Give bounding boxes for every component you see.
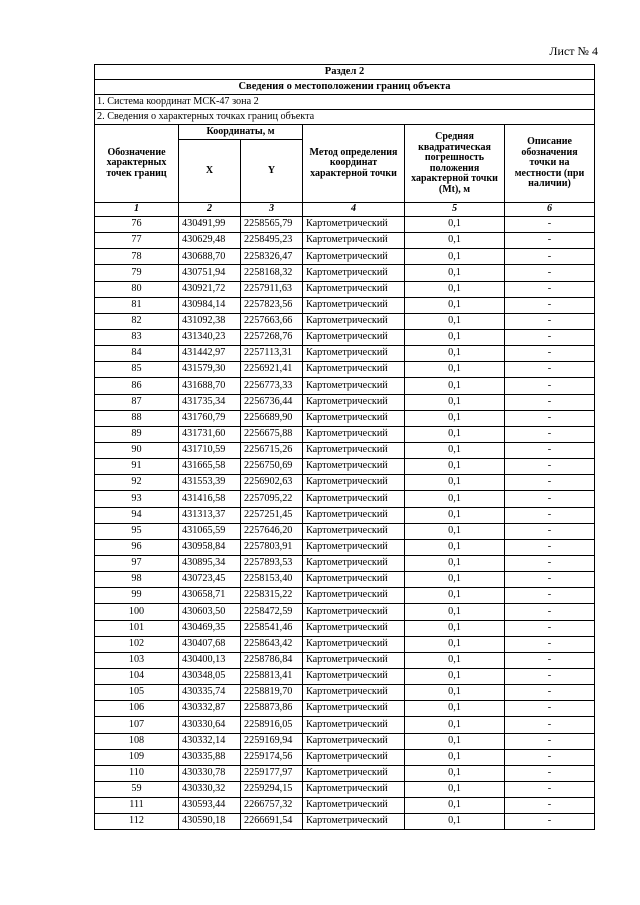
error-cell: 0,1 [405,539,505,555]
error-cell: 0,1 [405,233,505,249]
method-cell: Картометрический [303,604,405,620]
header-y: Y [241,140,303,203]
column-number: 1 [95,203,179,217]
point-cell: 82 [95,313,179,329]
method-cell: Картометрический [303,652,405,668]
description-cell: - [505,685,595,701]
point-cell: 112 [95,814,179,830]
error-cell: 0,1 [405,652,505,668]
x-cell: 430491,99 [179,217,241,233]
method-cell: Картометрический [303,394,405,410]
y-cell: 2256921,41 [241,362,303,378]
table-row [95,297,595,313]
method-cell: Картометрический [303,572,405,588]
table-row [95,329,595,345]
point-cell: 108 [95,733,179,749]
table-row [95,410,595,426]
points-info: 2. Сведения о характерных точках границ объекта [95,110,595,125]
y-cell: 2258565,79 [241,217,303,233]
section-title: Раздел 2 [95,65,595,80]
x-cell: 430984,14 [179,297,241,313]
point-cell: 99 [95,588,179,604]
header-point: Обозначение характерных точек границ [95,125,179,203]
error-cell: 0,1 [405,765,505,781]
description-cell: - [505,814,595,830]
table-row [95,572,595,588]
x-cell: 431760,79 [179,410,241,426]
description-cell: - [505,410,595,426]
method-cell: Картометрический [303,491,405,507]
table-row [95,668,595,684]
method-cell: Картометрический [303,685,405,701]
error-cell: 0,1 [405,781,505,797]
x-cell: 431416,58 [179,491,241,507]
method-cell: Картометрический [303,346,405,362]
table-row [95,620,595,636]
description-cell: - [505,588,595,604]
x-cell: 430469,35 [179,620,241,636]
description-cell: - [505,749,595,765]
header-coords: Координаты, м [179,125,303,140]
method-cell: Картометрический [303,620,405,636]
point-cell: 107 [95,717,179,733]
error-cell: 0,1 [405,604,505,620]
error-cell: 0,1 [405,572,505,588]
point-cell: 101 [95,620,179,636]
description-cell: - [505,475,595,491]
method-cell: Картометрический [303,410,405,426]
description-cell: - [505,378,595,394]
y-cell: 2257823,56 [241,297,303,313]
x-cell: 431340,23 [179,329,241,345]
error-cell: 0,1 [405,507,505,523]
x-cell: 430921,72 [179,281,241,297]
method-cell: Картометрический [303,781,405,797]
table-row [95,442,595,458]
table-row [95,281,595,297]
description-cell: - [505,620,595,636]
description-cell: - [505,459,595,475]
y-cell: 2256675,88 [241,426,303,442]
point-cell: 111 [95,798,179,814]
error-cell: 0,1 [405,265,505,281]
method-cell: Картометрический [303,329,405,345]
x-cell: 430407,68 [179,636,241,652]
error-cell: 0,1 [405,717,505,733]
table-row [95,636,595,652]
x-cell: 430603,50 [179,604,241,620]
description-cell: - [505,313,595,329]
point-cell: 86 [95,378,179,394]
y-cell: 2258873,86 [241,701,303,717]
method-cell: Картометрический [303,717,405,733]
header-error: Средняя квадратическая погрешность положения характерной точки (Mt), м [405,125,505,203]
y-cell: 2258819,70 [241,685,303,701]
point-cell: 84 [95,346,179,362]
description-cell: - [505,442,595,458]
x-cell: 430590,18 [179,814,241,830]
point-cell: 102 [95,636,179,652]
y-cell: 2257113,31 [241,346,303,362]
table-row [95,749,595,765]
point-cell: 76 [95,217,179,233]
error-cell: 0,1 [405,701,505,717]
x-cell: 430723,45 [179,572,241,588]
point-cell: 95 [95,523,179,539]
table-row [95,233,595,249]
method-cell: Картометрический [303,378,405,394]
error-cell: 0,1 [405,426,505,442]
column-number: 3 [241,203,303,217]
error-cell: 0,1 [405,555,505,571]
table-row [95,685,595,701]
description-cell: - [505,362,595,378]
x-cell: 431553,39 [179,475,241,491]
y-cell: 2257095,22 [241,491,303,507]
method-cell: Картометрический [303,281,405,297]
point-cell: 88 [95,410,179,426]
y-cell: 2256715,26 [241,442,303,458]
error-cell: 0,1 [405,313,505,329]
x-cell: 431735,34 [179,394,241,410]
y-cell: 2258315,22 [241,588,303,604]
x-cell: 430335,74 [179,685,241,701]
sheet-number: Лист № 4 [549,44,598,58]
table-row [95,814,595,830]
table-row [95,588,595,604]
description-cell: - [505,539,595,555]
description-cell: - [505,507,595,523]
error-cell: 0,1 [405,410,505,426]
table-row [95,555,595,571]
y-cell: 2258168,32 [241,265,303,281]
description-cell: - [505,394,595,410]
x-cell: 431092,38 [179,313,241,329]
table-row [95,346,595,362]
x-cell: 430593,44 [179,798,241,814]
description-cell: - [505,781,595,797]
point-cell: 109 [95,749,179,765]
table-row [95,426,595,442]
description-cell: - [505,717,595,733]
description-cell: - [505,523,595,539]
description-cell: - [505,491,595,507]
y-cell: 2257663,66 [241,313,303,329]
point-cell: 92 [95,475,179,491]
y-cell: 2258541,46 [241,620,303,636]
x-cell: 430348,05 [179,668,241,684]
x-cell: 430332,14 [179,733,241,749]
description-cell: - [505,426,595,442]
point-cell: 98 [95,572,179,588]
x-cell: 431731,60 [179,426,241,442]
x-cell: 430400,13 [179,652,241,668]
error-cell: 0,1 [405,281,505,297]
y-cell: 2259169,94 [241,733,303,749]
method-cell: Картометрический [303,733,405,749]
x-cell: 430335,88 [179,749,241,765]
column-number: 2 [179,203,241,217]
method-cell: Картометрический [303,265,405,281]
table-row [95,765,595,781]
point-cell: 85 [95,362,179,378]
error-cell: 0,1 [405,378,505,394]
description-cell: - [505,765,595,781]
description-cell: - [505,346,595,362]
point-cell: 96 [95,539,179,555]
description-cell: - [505,701,595,717]
error-cell: 0,1 [405,362,505,378]
section-subtitle: Сведения о местоположении границ объекта [95,80,595,95]
boundary-points-table [94,64,595,830]
error-cell: 0,1 [405,442,505,458]
column-number: 5 [405,203,505,217]
point-cell: 103 [95,652,179,668]
column-number: 4 [303,203,405,217]
table-row [95,217,595,233]
point-cell: 90 [95,442,179,458]
y-cell: 2256736,44 [241,394,303,410]
error-cell: 0,1 [405,620,505,636]
y-cell: 2258495,23 [241,233,303,249]
table-row [95,378,595,394]
error-cell: 0,1 [405,459,505,475]
y-cell: 2258916,05 [241,717,303,733]
x-cell: 431313,37 [179,507,241,523]
error-cell: 0,1 [405,685,505,701]
method-cell: Картометрический [303,523,405,539]
y-cell: 2258643,42 [241,636,303,652]
table-row [95,798,595,814]
error-cell: 0,1 [405,814,505,830]
point-cell: 89 [95,426,179,442]
method-cell: Картометрический [303,588,405,604]
description-cell: - [505,249,595,265]
x-cell: 430330,64 [179,717,241,733]
x-cell: 431665,58 [179,459,241,475]
method-cell: Картометрический [303,798,405,814]
point-cell: 110 [95,765,179,781]
y-cell: 2259294,15 [241,781,303,797]
method-cell: Картометрический [303,475,405,491]
x-cell: 430895,34 [179,555,241,571]
description-cell: - [505,572,595,588]
x-cell: 431065,59 [179,523,241,539]
table-row [95,394,595,410]
y-cell: 2258813,41 [241,668,303,684]
point-cell: 104 [95,668,179,684]
error-cell: 0,1 [405,798,505,814]
method-cell: Картометрический [303,297,405,313]
table-row [95,265,595,281]
error-cell: 0,1 [405,297,505,313]
y-cell: 2257893,53 [241,555,303,571]
description-cell: - [505,636,595,652]
method-cell: Картометрический [303,249,405,265]
y-cell: 2256902,63 [241,475,303,491]
method-cell: Картометрический [303,701,405,717]
method-cell: Картометрический [303,814,405,830]
point-cell: 79 [95,265,179,281]
error-cell: 0,1 [405,394,505,410]
table-row [95,523,595,539]
description-cell: - [505,297,595,313]
x-cell: 430330,32 [179,781,241,797]
x-cell: 430658,71 [179,588,241,604]
description-cell: - [505,217,595,233]
y-cell: 2256773,33 [241,378,303,394]
x-cell: 431688,70 [179,378,241,394]
y-cell: 2258786,84 [241,652,303,668]
method-cell: Картометрический [303,217,405,233]
header-description: Описание обозначения точки на местности (при наличии) [505,125,595,203]
y-cell: 2257911,63 [241,281,303,297]
description-cell: - [505,604,595,620]
table-row [95,717,595,733]
table-row [95,604,595,620]
method-cell: Картометрический [303,749,405,765]
y-cell: 2258326,47 [241,249,303,265]
x-cell: 430958,84 [179,539,241,555]
method-cell: Картометрический [303,555,405,571]
method-cell: Картометрический [303,668,405,684]
error-cell: 0,1 [405,329,505,345]
method-cell: Картометрический [303,426,405,442]
x-cell: 430688,70 [179,249,241,265]
method-cell: Картометрический [303,442,405,458]
y-cell: 2257251,45 [241,507,303,523]
table-row [95,313,595,329]
y-cell: 2256750,69 [241,459,303,475]
table-row [95,733,595,749]
table-row [95,507,595,523]
table-row [95,781,595,797]
y-cell: 2257268,76 [241,329,303,345]
y-cell: 2266757,32 [241,798,303,814]
error-cell: 0,1 [405,217,505,233]
column-numbers-row [95,203,595,217]
y-cell: 2257803,91 [241,539,303,555]
point-cell: 94 [95,507,179,523]
method-cell: Картометрический [303,233,405,249]
table-row [95,652,595,668]
column-number: 6 [505,203,595,217]
method-cell: Картометрический [303,313,405,329]
description-cell: - [505,265,595,281]
error-cell: 0,1 [405,249,505,265]
point-cell: 77 [95,233,179,249]
y-cell: 2257646,20 [241,523,303,539]
y-cell: 2259177,97 [241,765,303,781]
point-cell: 78 [95,249,179,265]
table-row [95,701,595,717]
error-cell: 0,1 [405,749,505,765]
point-cell: 87 [95,394,179,410]
error-cell: 0,1 [405,588,505,604]
x-cell: 431579,30 [179,362,241,378]
table-body [95,217,595,830]
y-cell: 2259174,56 [241,749,303,765]
description-cell: - [505,233,595,249]
method-cell: Картометрический [303,539,405,555]
point-cell: 100 [95,604,179,620]
point-cell: 81 [95,297,179,313]
point-cell: 105 [95,685,179,701]
method-cell: Картометрический [303,765,405,781]
description-cell: - [505,668,595,684]
method-cell: Картометрический [303,362,405,378]
error-cell: 0,1 [405,491,505,507]
x-cell: 431710,59 [179,442,241,458]
x-cell: 430629,48 [179,233,241,249]
point-cell: 93 [95,491,179,507]
point-cell: 59 [95,781,179,797]
table-row [95,362,595,378]
table-row [95,539,595,555]
point-cell: 83 [95,329,179,345]
error-cell: 0,1 [405,475,505,491]
point-cell: 91 [95,459,179,475]
table-row [95,491,595,507]
y-cell: 2256689,90 [241,410,303,426]
table-row [95,475,595,491]
x-cell: 430330,78 [179,765,241,781]
point-cell: 80 [95,281,179,297]
error-cell: 0,1 [405,636,505,652]
y-cell: 2258472,59 [241,604,303,620]
point-cell: 97 [95,555,179,571]
coordinate-system: 1. Система координат МСК-47 зона 2 [95,95,595,110]
x-cell: 431442,97 [179,346,241,362]
x-cell: 430751,94 [179,265,241,281]
table-row [95,249,595,265]
y-cell: 2266691,54 [241,814,303,830]
error-cell: 0,1 [405,523,505,539]
method-cell: Картометрический [303,636,405,652]
description-cell: - [505,555,595,571]
method-cell: Картометрический [303,507,405,523]
description-cell: - [505,798,595,814]
point-cell: 106 [95,701,179,717]
error-cell: 0,1 [405,733,505,749]
error-cell: 0,1 [405,346,505,362]
description-cell: - [505,329,595,345]
y-cell: 2258153,40 [241,572,303,588]
error-cell: 0,1 [405,668,505,684]
table-row [95,459,595,475]
header-method: Метод определения координат характерной точки [303,125,405,203]
x-cell: 430332,87 [179,701,241,717]
description-cell: - [505,281,595,297]
header-x: X [179,140,241,203]
description-cell: - [505,652,595,668]
description-cell: - [505,733,595,749]
method-cell: Картометрический [303,459,405,475]
